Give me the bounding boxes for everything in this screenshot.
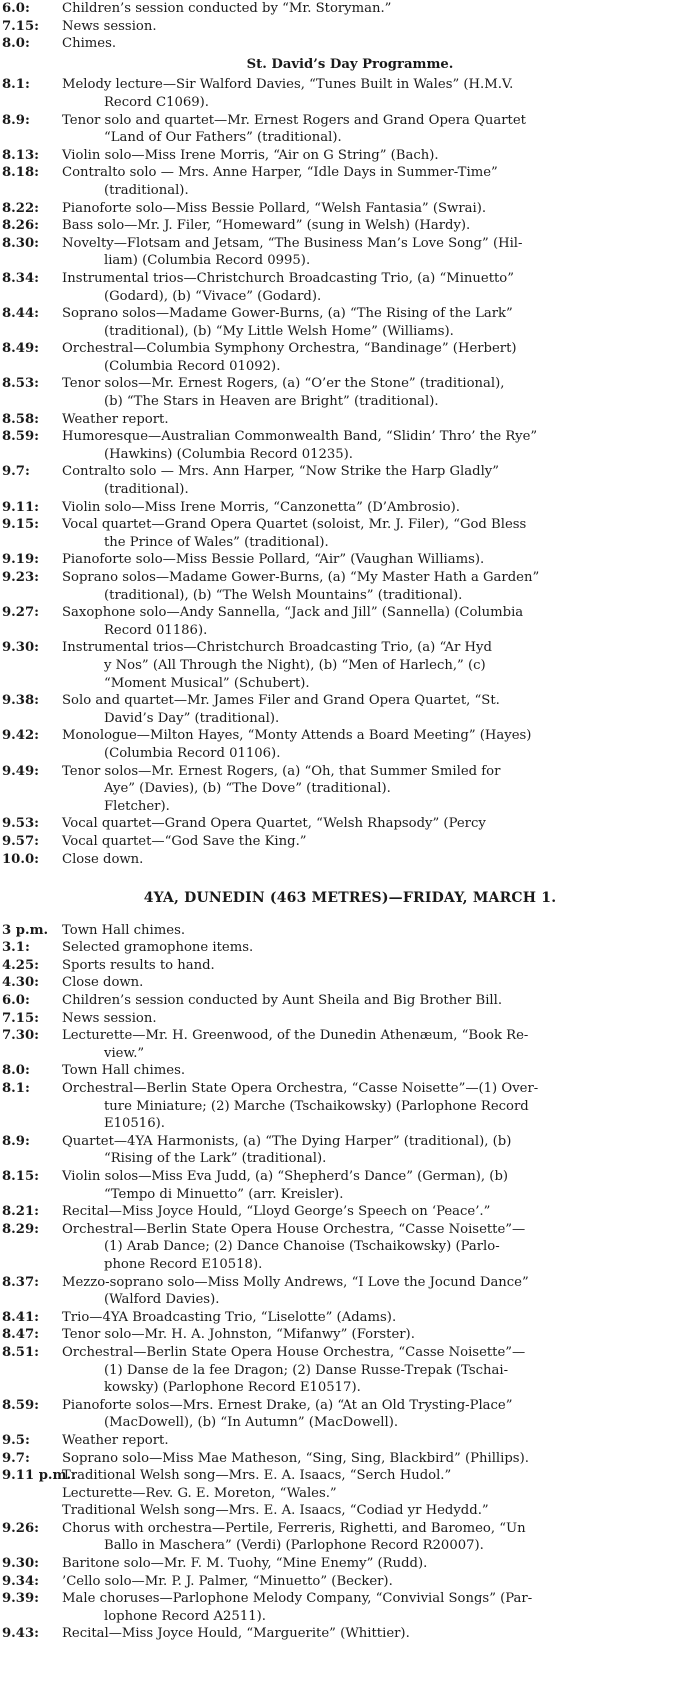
entry-text: Vocal quartet—Grand Opera Quartet (soloist, Mr. J. Filer), “God Bless — [62, 517, 527, 533]
entry-text-continued: liam) (Columbia Record 0995). — [104, 253, 311, 269]
entry-time: 8.29: — [2, 1221, 39, 1237]
entry-time: 7.15: — [2, 1010, 39, 1026]
programme-entry — [0, 1080, 700, 1133]
programme-entry — [0, 1397, 700, 1432]
entry-text-continued: (Godard), (b) “Vivace” (Godard). — [104, 288, 322, 304]
programme-entry — [0, 1467, 700, 1520]
entry-text: Male choruses—Parlophone Melody Company, “Convivial Songs” (Par- — [62, 1591, 533, 1607]
programme-entry — [0, 1203, 700, 1221]
programme-entry — [0, 305, 700, 340]
entry-text: Soprano solos—Madame Gower-Burns, (a) “The Rising of the Lark” — [62, 306, 513, 322]
entry-time: 8.58: — [2, 411, 39, 427]
entry-text: Violin solo—Miss Irene Morris, “Canzonetta” (D’Ambrosio). — [62, 499, 460, 515]
entry-text-continued: (traditional), (b) “The Welsh Mountains” (traditional). — [104, 587, 463, 603]
entry-text-continued: “Land of Our Fathers” (traditional). — [104, 130, 342, 146]
programme-entry — [0, 992, 700, 1010]
entry-text: Pianoforte solo—Miss Bessie Pollard, “Welsh Fantasia” (Swrai). — [62, 200, 487, 216]
entry-text-continued: “Rising of the Lark” (traditional). — [104, 1151, 327, 1167]
entry-time: 9.38: — [2, 693, 39, 709]
programme-entry — [0, 957, 700, 975]
entry-text-continued: (Walford Davies). — [104, 1292, 220, 1308]
entry-text-continued: (Columbia Record 01106). — [104, 745, 281, 761]
entry-time: 9.34: — [2, 1573, 39, 1589]
entry-time: 8.59: — [2, 1397, 39, 1413]
entry-time: 8.59: — [2, 429, 39, 445]
entry-text: Lecturette—Mr. H. Greenwood, of the Dunedin Athenæum, “Book Re- — [62, 1028, 529, 1044]
entry-text: Pianoforte solo—Miss Bessie Pollard, “Air” (Vaughan Williams). — [62, 552, 485, 568]
entry-text: Orchestral—Berlin State Opera House Orchestra, “Casse Noisette”— — [62, 1221, 526, 1237]
entry-time: 9.27: — [2, 605, 39, 621]
entry-time: 9.5: — [2, 1432, 30, 1448]
entry-text-continued: (b) “The Stars in Heaven are Bright” (traditional). — [104, 394, 439, 410]
entry-text-continued: Traditional Welsh song—Mrs. E. A. Isaacs, “Codiad yr Hedydd.” — [62, 1503, 489, 1519]
programme-entry — [0, 1590, 700, 1625]
entry-text: Contralto solo — Mrs. Anne Harper, “Idle Days in Summer-Time” — [62, 165, 498, 181]
programme-entry — [0, 499, 700, 517]
entry-text: Instrumental trios—Christchurch Broadcasting Trio, (a) “Ar Hyd — [62, 640, 492, 656]
entry-text: Tenor solo and quartet—Mr. Ernest Rogers and Grand Opera Quartet — [62, 112, 526, 128]
programme-entry — [0, 76, 700, 111]
programme-entry — [0, 516, 700, 551]
entry-time: 8.18: — [2, 165, 39, 181]
entry-text-continued: (1) Danse de la fee Dragon; (2) Danse Russe-Trepak (Tschai- — [104, 1362, 509, 1378]
entry-time: 8.21: — [2, 1204, 39, 1220]
entry-time: 9.23: — [2, 570, 39, 585]
entry-text: Saxophone solo—Andy Sannella, “Jack and Jill” (Sannella) (Columbia — [62, 605, 524, 621]
entry-text-continued: (Hawkins) (Columbia Record 01235). — [104, 446, 353, 462]
programme-entry — [0, 375, 700, 410]
programme-entry — [0, 569, 700, 604]
entry-text-continued: the Prince of Wales” (traditional). — [104, 534, 329, 550]
entry-text: Chorus with orchestra—Pertile, Ferreris, Righetti, and Baromeo, “Un — [62, 1520, 526, 1536]
programme-entry — [0, 639, 700, 692]
entry-time: 9.49: — [2, 763, 39, 779]
programme-entry — [0, 1010, 700, 1028]
entry-text: Bass solo—Mr. J. Filer, “Homeward” (sung in Welsh) (Hardy). — [62, 218, 471, 234]
entry-text-continued: phone Record E10518). — [104, 1256, 263, 1272]
entry-time: 3 p.m. — [2, 922, 49, 938]
entry-time: 8.37: — [2, 1274, 39, 1290]
entry-text-continued: Aye” (Davies), (b) “The Dove” (traditional). — [104, 781, 391, 797]
entry-time: 7.30: — [2, 1028, 39, 1044]
entry-text: Weather report. — [62, 1432, 169, 1448]
entry-text: Town Hall chimes. — [62, 1063, 186, 1079]
entry-time: 9.53: — [2, 816, 39, 832]
entry-time: 4.25: — [2, 957, 39, 973]
entry-time: 4.30: — [2, 975, 39, 991]
entry-time: 6.0: — [2, 993, 30, 1009]
entry-text: Mezzo-soprano solo—Miss Molly Andrews, “I Love the Jocund Dance” — [62, 1274, 529, 1290]
programme-entry — [0, 1326, 700, 1344]
st-davids-day-programme — [0, 76, 700, 868]
entry-time: 9.26: — [2, 1520, 39, 1536]
entry-time: 9.42: — [2, 728, 39, 744]
entry-text: Children’s session conducted by Aunt Sheila and Big Brother Bill. — [62, 993, 503, 1009]
entry-text-continued: view.” — [104, 1045, 145, 1061]
entry-time: 8.34: — [2, 270, 39, 286]
entry-time: 8.1: — [2, 1081, 30, 1097]
entry-text: News session. — [62, 1010, 157, 1026]
programme-entry — [0, 0, 700, 18]
entry-text: Quartet—4YA Harmonists, (a) “The Dying Harper” (traditional), (b) — [62, 1133, 512, 1149]
entry-time: 8.41: — [2, 1309, 39, 1325]
entry-text-continued: David’s Day” (traditional). — [104, 710, 280, 726]
programme-entry — [0, 1221, 700, 1274]
entry-time: 7.15: — [2, 18, 39, 34]
entry-time: 10.0: — [2, 851, 39, 867]
entry-text-continued: lophone Record A2511). — [104, 1608, 266, 1624]
programme-entry — [0, 551, 700, 569]
entry-text: Recital—Miss Joyce Hould, “Marguerite” (Whittier). — [62, 1626, 410, 1642]
station-heading: 4YA, DUNEDIN (463 METRES)—FRIDAY, MARCH 1. — [143, 890, 557, 907]
entry-text: Orchestral—Berlin State Opera Orchestra, “Casse Noisette”—(1) Over- — [62, 1081, 539, 1097]
entry-text: Chimes. — [62, 36, 117, 52]
entry-text: Instrumental trios—Christchurch Broadcasting Trio, (a) “Minuetto” — [62, 270, 514, 286]
entry-text: Vocal quartet—Grand Opera Quartet, “Welsh Rhapsody” (Percy — [62, 816, 486, 832]
programme-entry — [0, 200, 700, 218]
programme-entry — [0, 147, 700, 165]
programme-entry — [0, 18, 700, 36]
programme-entry — [0, 851, 700, 869]
programme-entry — [0, 428, 700, 463]
entry-time: 8.49: — [2, 341, 39, 357]
entry-text-continued: y Nos” (All Through the Night), (b) “Men of Harlech,” (c) — [104, 657, 486, 673]
entry-text: Vocal quartet—“God Save the King.” — [62, 833, 307, 849]
programme-entry — [0, 692, 700, 727]
entry-time: 8.44: — [2, 306, 39, 322]
entry-text-continued: “Moment Musical” (Schubert). — [104, 675, 310, 691]
programme-entry — [0, 1133, 700, 1168]
entry-text: Humoresque—Australian Commonwealth Band, “Slidin’ Thro’ the Rye” — [62, 429, 538, 445]
programme-entry — [0, 411, 700, 429]
entry-text: Solo and quartet—Mr. James Filer and Grand Opera Quartet, “St. — [62, 693, 500, 709]
entry-text: Traditional Welsh song—Mrs. E. A. Isaacs, “Serch Hudol.” — [62, 1468, 452, 1484]
programme-entry — [0, 727, 700, 762]
entry-text: Melody lecture—Sir Walford Davies, “Tunes Built in Wales” (H.M.V. — [62, 77, 514, 93]
entry-time: 8.0: — [2, 36, 30, 52]
entry-text: Orchestral—Berlin State Opera House Orchestra, “Casse Noisette”— — [62, 1344, 526, 1360]
entry-text: Monologue—Milton Hayes, “Monty Attends a Board Meeting” (Hayes) — [62, 728, 532, 744]
entry-time: 9.7: — [2, 1450, 30, 1466]
programme-entry — [0, 1573, 700, 1591]
entry-time: 9.57: — [2, 833, 39, 849]
entry-text-continued: Record C1069). — [104, 94, 209, 110]
programme-entry — [0, 939, 700, 957]
programme-entry — [0, 235, 700, 270]
entry-text: Novelty—Flotsam and Jetsam, “The Business Man’s Love Song” (Hil- — [62, 235, 523, 251]
entry-text: Orchestral—Columbia Symphony Orchestra, “Bandinage” (Herbert) — [62, 341, 517, 357]
entry-time: 8.9: — [2, 1133, 30, 1149]
entry-text: Close down. — [62, 975, 144, 991]
programme-entry — [0, 217, 700, 235]
programme-entry — [0, 1450, 700, 1468]
dunedin-programme — [0, 922, 700, 1643]
programme-entry — [0, 1555, 700, 1573]
entry-text: Tenor solos—Mr. Ernest Rogers, (a) “Oh, that Summer Smiled for — [62, 763, 501, 779]
entry-time: 8.53: — [2, 376, 39, 392]
programme-entry — [0, 604, 700, 639]
entry-text-continued: (traditional). — [104, 482, 189, 498]
entry-time: 8.1: — [2, 77, 30, 93]
entry-text: Soprano solo—Miss Mae Matheson, “Sing, Sing, Blackbird” (Phillips). — [62, 1450, 529, 1466]
entry-text-continued: Fletcher). — [104, 798, 170, 814]
entry-text-continued: kowsky) (Parlophone Record E10517). — [104, 1380, 361, 1396]
entry-text: Violin solos—Miss Eva Judd, (a) “Shepherd’s Dance” (German), (b) — [62, 1169, 509, 1184]
programme-entry — [0, 1168, 700, 1203]
entry-text: ’Cello solo—Mr. P. J. Palmer, “Minuetto” (Becker). — [62, 1573, 393, 1589]
entry-text: Violin solo—Miss Irene Morris, “Air on G String” (Bach). — [62, 147, 439, 163]
entry-text: Children’s session conducted by “Mr. Storyman.” — [62, 1, 392, 16]
programme-entry — [0, 1520, 700, 1555]
entry-text: Contralto solo — Mrs. Ann Harper, “Now Strike the Harp Gladly” — [62, 464, 499, 480]
entry-time: 3.1: — [2, 940, 30, 956]
entry-time: 8.26: — [2, 218, 39, 234]
entry-text-continued: (MacDowell), (b) “In Autumn” (MacDowell). — [104, 1415, 399, 1431]
entry-text: Weather report. — [62, 411, 169, 427]
entry-text: Pianoforte solos—Mrs. Ernest Drake, (a) “At an Old Trysting-Place” — [62, 1397, 513, 1413]
entry-text-continued: “Tempo di Minuetto” (arr. Kreisler). — [104, 1186, 344, 1202]
entry-time: 8.30: — [2, 235, 39, 251]
entry-text: Close down. — [62, 851, 144, 867]
entry-text: Trio—4YA Broadcasting Trio, “Liselotte” (Adams). — [62, 1309, 397, 1325]
entry-text-continued: (traditional), (b) “My Little Welsh Home” (Williams). — [104, 323, 454, 339]
section-heading: St. David’s Day Programme. — [246, 56, 454, 72]
entry-time: 8.51: — [2, 1344, 39, 1360]
entry-time: 9.7: — [2, 464, 30, 480]
programme-entry — [0, 1344, 700, 1397]
entry-time: 9.30: — [2, 640, 39, 656]
entry-time: 9.30: — [2, 1556, 39, 1572]
programme-entry — [0, 463, 700, 498]
programme-entry — [0, 833, 700, 851]
entry-text: Tenor solos—Mr. Ernest Rogers, (a) “O’er the Stone” (traditional), — [62, 376, 505, 392]
programme-entry — [0, 1309, 700, 1327]
programme-entry — [0, 1274, 700, 1309]
entry-time: 8.0: — [2, 1063, 30, 1079]
entry-text: News session. — [62, 18, 157, 34]
programme-entry — [0, 340, 700, 375]
entry-time: 8.9: — [2, 112, 30, 128]
entry-text: Selected gramophone items. — [62, 940, 254, 956]
programme-entry — [0, 763, 700, 816]
programme-entry — [0, 815, 700, 833]
programme-entry — [0, 922, 700, 940]
programme-entry — [0, 164, 700, 199]
entry-text: Town Hall chimes. — [62, 922, 186, 938]
programme-entry — [0, 270, 700, 305]
entry-text: Soprano solos—Madame Gower-Burns, (a) “My Master Hath a Garden” — [62, 570, 540, 585]
programme-entry — [0, 974, 700, 992]
entry-text-continued: Lecturette—Rev. G. E. Moreton, “Wales.” — [62, 1485, 337, 1501]
entry-time: 9.11 p.m.: — [2, 1468, 76, 1484]
entry-text-continued: Record 01186). — [104, 622, 208, 638]
entry-text: Tenor solo—Mr. H. A. Johnston, “Mifanwy” (Forster). — [62, 1327, 415, 1343]
entry-text: Baritone solo—Mr. F. M. Tuohy, “Mine Enemy” (Rudd). — [62, 1556, 428, 1572]
programme-entry — [0, 35, 700, 53]
entry-time: 9.15: — [2, 517, 39, 533]
entry-time: 8.22: — [2, 200, 39, 216]
entry-text-continued: (Columbia Record 01092). — [104, 358, 281, 374]
entry-time: 6.0: — [2, 1, 30, 16]
section-one-intro — [0, 0, 700, 53]
entry-time: 9.39: — [2, 1591, 39, 1607]
entry-time: 8.15: — [2, 1169, 39, 1184]
entry-text-continued: Ballo in Maschera” (Verdi) (Parlophone Record R20007). — [104, 1538, 484, 1554]
entry-time: 9.43: — [2, 1626, 39, 1642]
entry-text-continued: E10516). — [104, 1116, 165, 1132]
programme-entry — [0, 1062, 700, 1080]
entry-time: 8.47: — [2, 1327, 39, 1343]
entry-time: 9.19: — [2, 552, 39, 568]
entry-text-continued: (traditional). — [104, 182, 189, 198]
entry-text-continued: ture Miniature; (2) Marche (Tschaikowsky) (Parlophone Record — [104, 1098, 529, 1114]
programme-entry — [0, 1432, 700, 1450]
entry-text: Recital—Miss Joyce Hould, “Lloyd George’s Speech on ‘Peace’.” — [62, 1204, 491, 1220]
entry-text-continued: (1) Arab Dance; (2) Dance Chanoise (Tschaikowsky) (Parlo- — [104, 1239, 500, 1255]
programme-entry — [0, 1027, 700, 1062]
programme-entry — [0, 112, 700, 147]
entry-text: Sports results to hand. — [62, 957, 215, 973]
entry-time: 8.13: — [2, 147, 39, 163]
entry-time: 9.11: — [2, 499, 39, 515]
programme-entry — [0, 1625, 700, 1643]
